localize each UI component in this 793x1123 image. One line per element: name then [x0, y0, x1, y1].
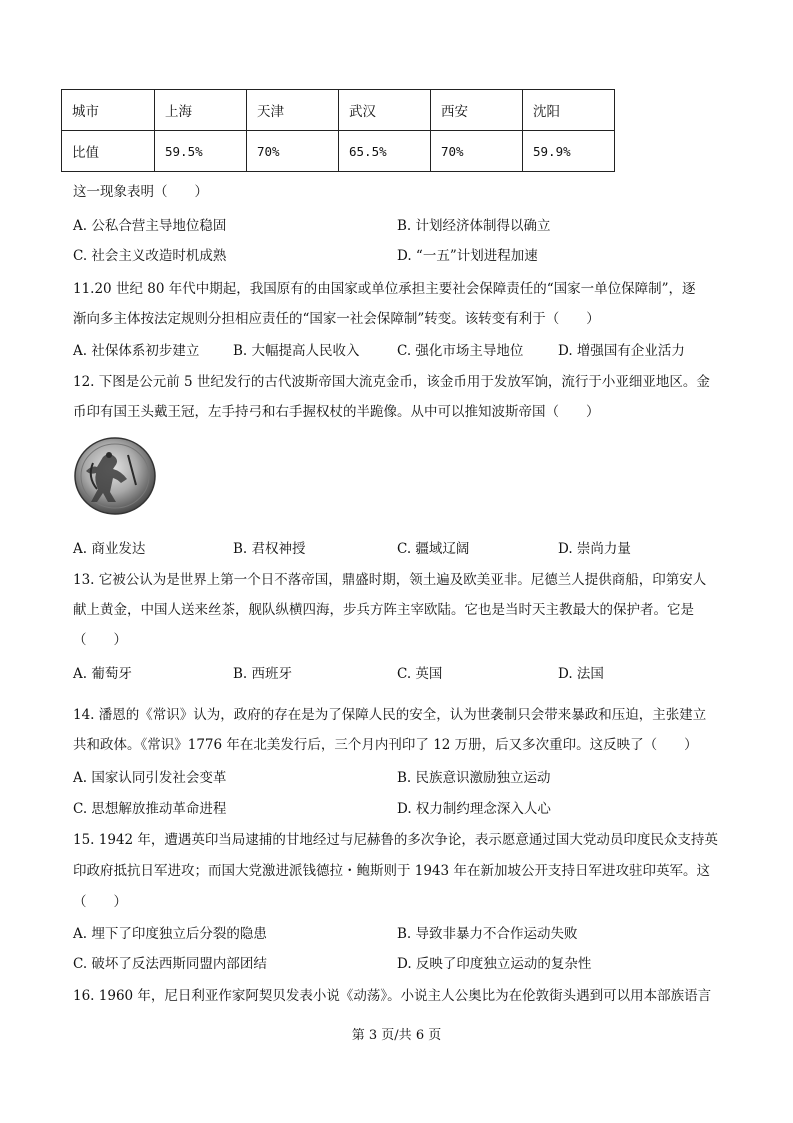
- q12-option-d: D. 崇尚力量: [558, 541, 631, 557]
- q11-option-b: B. 大幅提高人民收入: [233, 343, 360, 359]
- q15-option-d: D. 反映了印度独立运动的复杂性: [397, 956, 592, 972]
- q10-option-c: C. 社会主义改造时机成熟: [73, 248, 227, 264]
- q14-option-c: C. 思想解放推动革命进程: [73, 801, 227, 817]
- q15-line2: 印政府抵抗日军进攻；而国大党激进派钱德拉・鲍斯则于 1943 年在新加坡公开支持日军进攻驻印英军。这: [73, 863, 710, 879]
- table-cell: 59.9%: [523, 131, 615, 172]
- city-ratio-table: [61, 89, 615, 172]
- q12-line1: 12. 下图是公元前 5 世纪发行的古代波斯帝国大流克金币，该金币用于发放军饷，流行于小亚细亚地区。金: [73, 374, 710, 390]
- q10-option-b: B. 计划经济体制得以确立: [397, 218, 551, 234]
- q11-option-d: D. 增强国有企业活力: [558, 343, 685, 359]
- q14-line1: 14. 潘恩的《常识》认为，政府的存在是为了保障人民的安全，认为世袭制只会带来暴政和压迫，主张建立: [73, 707, 707, 723]
- q13-option-a: A. 葡萄牙: [73, 666, 132, 682]
- q13-line3: （ ）: [73, 632, 127, 648]
- q15-option-c: C. 破坏了反法西斯同盟内部团结: [73, 956, 267, 972]
- q13-line2: 献上黄金，中国人送来丝茶，舰队纵横四海，步兵方阵主宰欧陆。它也是当时天主教最大的保护者。它是: [73, 602, 694, 618]
- q13-option-d: D. 法国: [558, 666, 604, 682]
- page-footer: 第 3 页/共 6 页: [351, 1028, 442, 1043]
- q10-option-d: D. “一五”计划进程加速: [397, 248, 538, 264]
- table-cell: 59.5%: [155, 131, 247, 172]
- q15-option-b: B. 导致非暴力不合作运动失败: [397, 926, 578, 942]
- daric-coin-image: [73, 433, 157, 517]
- q13-line1: 13. 它被公认为是世界上第一个日不落帝国，鼎盛时期，领土遍及欧美亚非。尼德兰人提供商船，印第安人: [73, 572, 707, 588]
- table-cell: 比值: [62, 131, 155, 172]
- table-cell: 武汉: [339, 90, 431, 131]
- q13-option-b: B. 西班牙: [233, 666, 293, 682]
- table-cell: 天津: [247, 90, 339, 131]
- q14-option-a: A. 国家认同引发社会变革: [73, 770, 227, 786]
- table-row: [62, 131, 615, 172]
- q11-line2: 渐向多主体按法定规则分担相应责任的“国家一社会保障制”转变。该转变有利于（ ）: [73, 311, 600, 327]
- q10-stem: 这一现象表明（ ）: [73, 184, 208, 200]
- q12-line2: 币印有国王头戴王冠，左手持弓和右手握权杖的半跪像。从中可以推知波斯帝国（ ）: [73, 404, 600, 420]
- q14-line2: 共和政体。《常识》1776 年在北美发行后，三个月内刊印了 12 万册，后又多次重印。这反映了（ ）: [73, 737, 698, 753]
- table-cell: 70%: [247, 131, 339, 172]
- q11-line1: 11.20 世纪 80 年代中期起，我国原有的由国家或单位承担主要社会保障责任的“国家一单位保障制”，逐: [73, 281, 696, 297]
- q12-option-a: A. 商业发达: [73, 541, 146, 557]
- q13-option-c: C. 英国: [397, 666, 443, 682]
- table-cell: 沈阳: [523, 90, 615, 131]
- q14-option-d: D. 权力制约理念深入人心: [397, 801, 551, 817]
- table-cell: 70%: [431, 131, 523, 172]
- table-cell: 西安: [431, 90, 523, 131]
- q15-line1: 15. 1942 年，遭遇英印当局逮捕的甘地经过与尼赫鲁的多次争论，表示愿意通过国大党动员印度民众支持英: [73, 832, 718, 848]
- q12-option-b: B. 君权神授: [233, 541, 306, 557]
- table-header-row: [62, 90, 615, 131]
- q15-option-a: A. 埋下了印度独立后分裂的隐患: [73, 926, 267, 942]
- table-cell: 城市: [62, 90, 155, 131]
- q14-option-b: B. 民族意识激励独立运动: [397, 770, 551, 786]
- q10-option-a: A. 公私合营主导地位稳固: [73, 218, 227, 234]
- q15-line3: （ ）: [73, 894, 127, 910]
- table-cell: 65.5%: [339, 131, 431, 172]
- table-cell: 上海: [155, 90, 247, 131]
- q16-line1: 16. 1960 年，尼日利亚作家阿契贝发表小说《动荡》。小说主人公奥比为在伦敦街头遇到可以用本部族语言: [73, 988, 712, 1004]
- q11-option-c: C. 强化市场主导地位: [397, 343, 524, 359]
- q11-option-a: A. 社保体系初步建立: [73, 343, 200, 359]
- q12-option-c: C. 疆域辽阔: [397, 541, 470, 557]
